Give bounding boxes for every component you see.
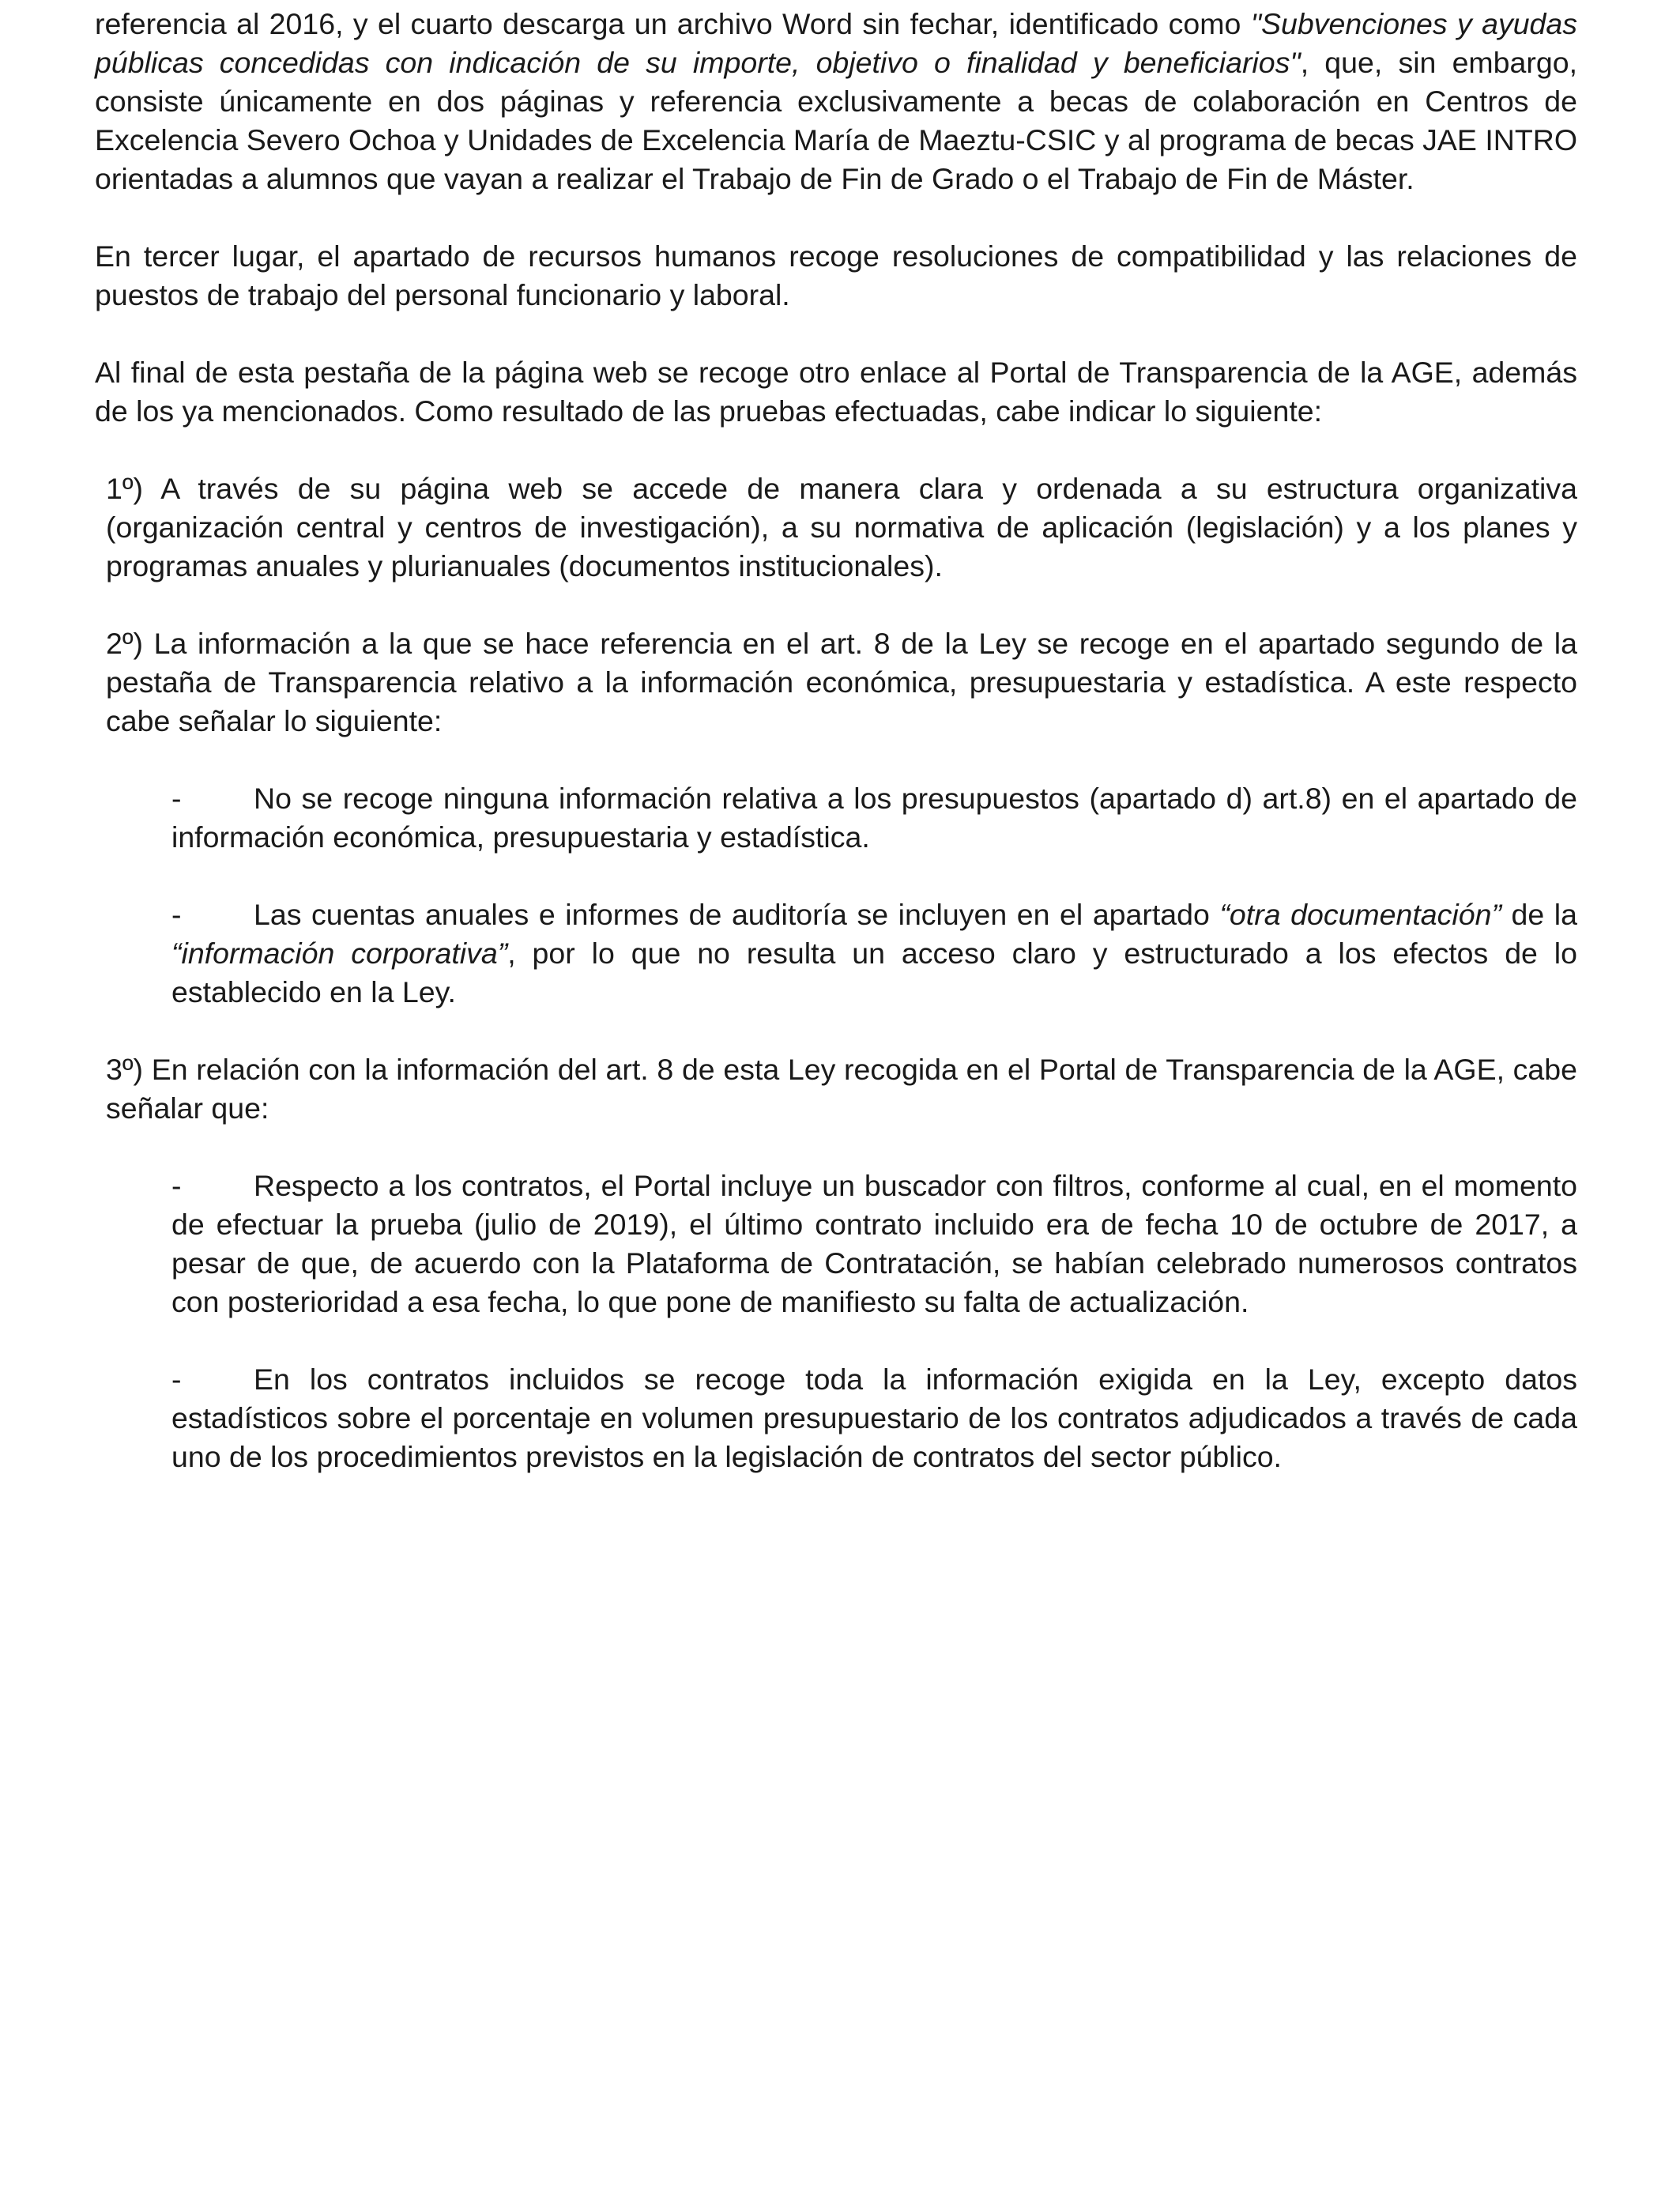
paragraph-subvenciones	[95, 5, 1577, 198]
italic-quote: “información corporativa”	[171, 937, 508, 970]
dash-bullet: -	[171, 898, 182, 931]
bullet-item-datos-estadisticos	[171, 1360, 1577, 1476]
dash-bullet: -	[171, 782, 182, 815]
bullet-item-contratos	[171, 1167, 1577, 1321]
bullet-text: No se recoge ninguna información relativa a los presupuestos (apartado d) art.8) en el apartado de información económica, presupuestaria y estadística.	[171, 782, 1577, 854]
italic-quote: “otra documentación”	[1219, 898, 1501, 931]
numbered-item-2: 2º) La información a la que se hace referencia en el art. 8 de la Ley se recoge en el apartado segundo de la pestaña de Transparencia relativo a la información económica, presupuestaria y estadística. A este respecto cabe señalar lo siguiente:	[106, 627, 1577, 737]
paragraph-recursos-humanos: En tercer lugar, el apartado de recursos humanos recoge resoluciones de compatibilidad y las relaciones de puestos de trabajo del personal funcionario y laboral.	[95, 239, 1577, 311]
bullet-item-presupuestos	[171, 779, 1577, 857]
paragraph-text: referencia al 2016, y el cuarto descarga un archivo Word sin fechar, identificado como	[95, 7, 1251, 40]
italic-quote: "Subvenciones y ayudas públicas concedidas con indicación de su importe, objetivo o finalidad y beneficiarios"	[95, 7, 1578, 79]
document-body	[95, 5, 1577, 1515]
bullet-item-cuentas-anuales	[171, 895, 1577, 1012]
bullet-text: En los contratos incluidos se recoge toda la información exigida en la Ley, excepto datos estadísticos sobre el porcentaje en volumen presupuestario de los contratos adjudicados a través de cada uno de los procedimientos previstos en la legislación de contratos del sector público.	[171, 1363, 1577, 1473]
bullet-text: de la	[1501, 898, 1577, 931]
paragraph-enlace-portal: Al final de esta pestaña de la página web se recoge otro enlace al Portal de Transparencia de la AGE, además de los ya mencionados. Como resultado de las pruebas efectuadas, cabe indicar lo siguiente:	[95, 356, 1577, 428]
bullet-text: Respecto a los contratos, el Portal incluye un buscador con filtros, conforme al cual, en el momento de efectuar la prueba (julio de 2019), el último contrato incluido era de fecha 10 de octubre de 2017, a pesar de que, de acuerdo con la Plataforma de Contratación, se habían celebrado numerosos contratos con posterioridad a esa fecha, lo que pone de manifiesto su falta de actualización.	[171, 1169, 1577, 1318]
numbered-item-1: 1º) A través de su página web se accede de manera clara y ordenada a su estructura organizativa (organización central y centros de investigación), a su normativa de aplicación (legislación) y a los planes y programas anuales y plurianuales (documentos institucionales).	[106, 472, 1577, 582]
dash-bullet: -	[171, 1363, 182, 1396]
bullet-text: , por lo que no resulta un acceso claro y estructurado a los efectos de lo establecido en la Ley.	[171, 937, 1577, 1008]
dash-bullet: -	[171, 1169, 182, 1202]
bullet-text: Las cuentas anuales e informes de auditoría se incluyen en el apartado	[254, 898, 1220, 931]
numbered-item-3: 3º) En relación con la información del art. 8 de esta Ley recogida en el Portal de Transparencia de la AGE, cabe señalar que:	[106, 1053, 1577, 1125]
paragraph-text: , que, sin embargo, consiste únicamente en dos páginas y referencia exclusivamente a becas de colaboración en Centros de Excelencia Severo Ochoa y Unidades de Excelencia María de Maeztu-CSIC y al programa de becas JAE INTRO orientadas a alumnos que vayan a realizar el Trabajo de Fin de Grado o el Trabajo de Fin de Máster.	[95, 46, 1577, 195]
